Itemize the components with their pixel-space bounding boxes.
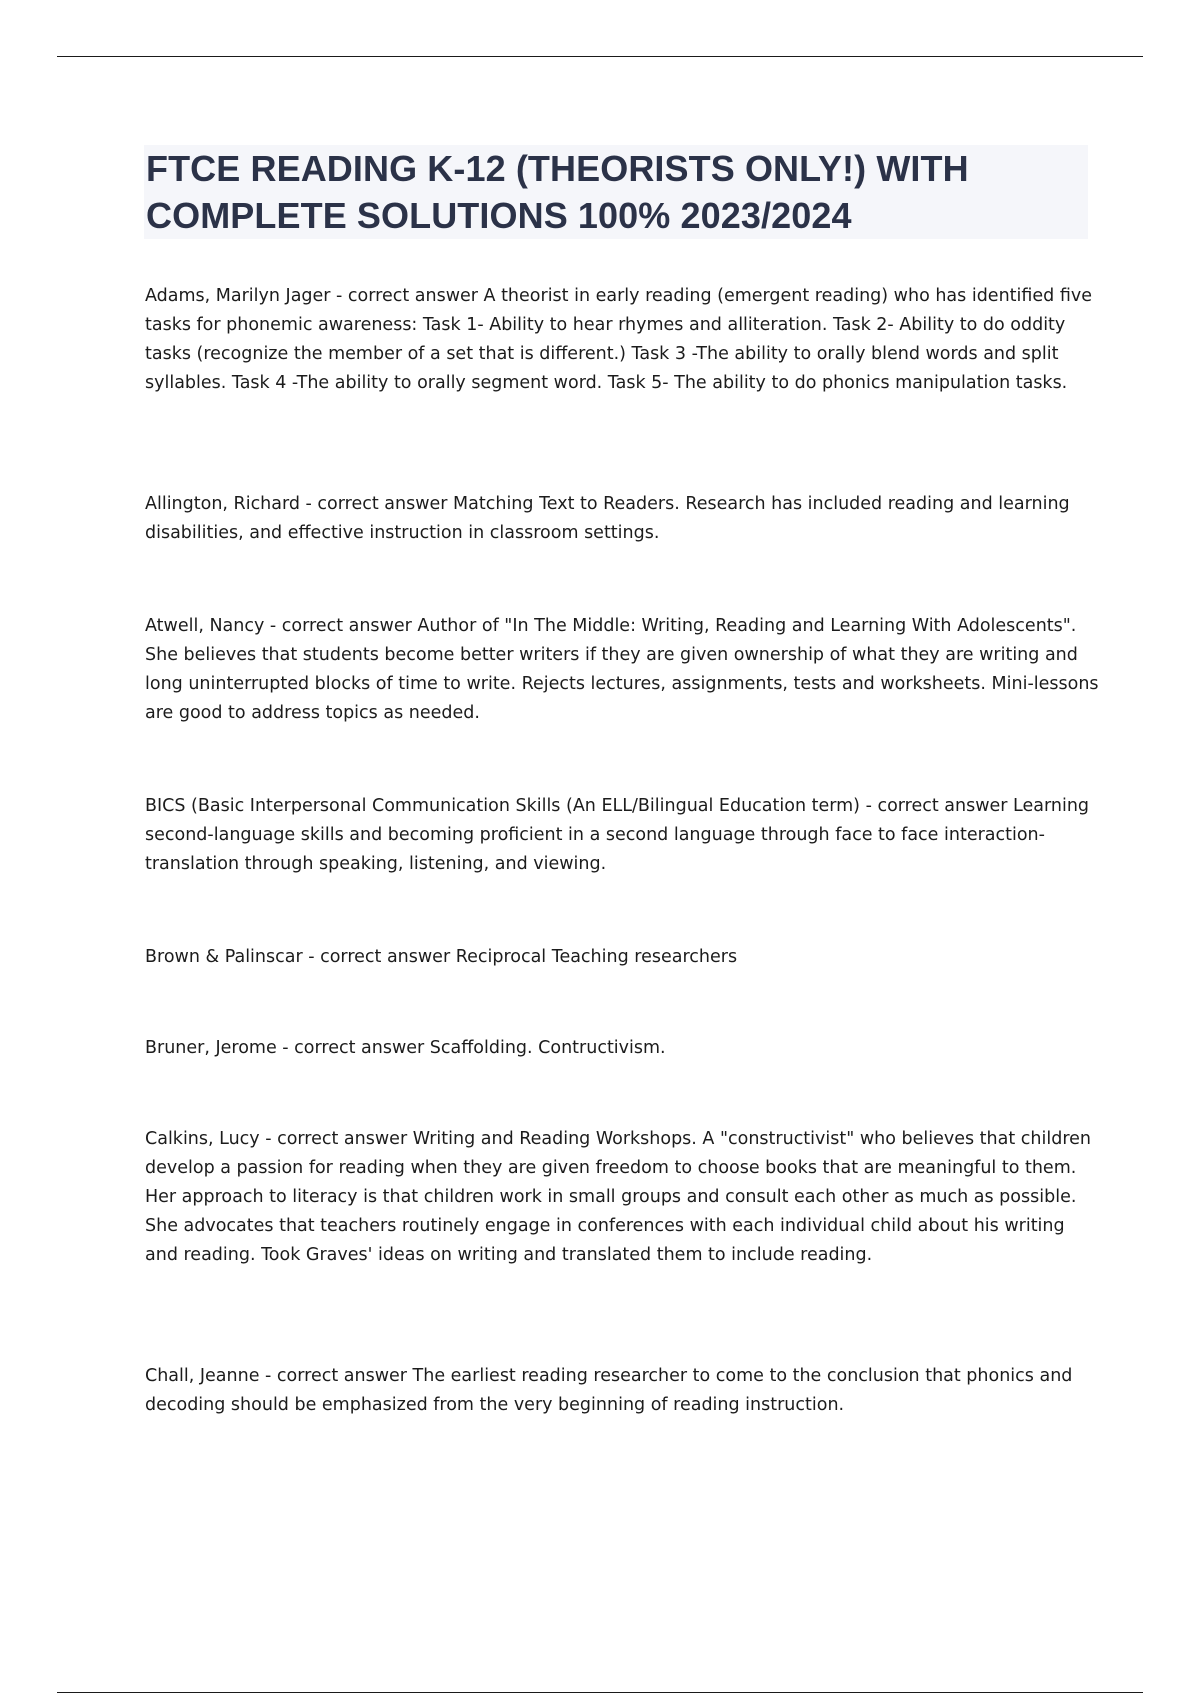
entry-atwell: Atwell, Nancy - correct answer Author of "In The Middle: Writing, Reading and Learning With Adolescents". She believes that students become better writers if they are given ownership of what they are writing and long uninterrupted blocks of time to write. Rejects lectures, assignments, tests and worksheets. Mini-lessons are good to address topics as needed.	[145, 616, 1099, 723]
title-banner	[144, 145, 1088, 239]
top-rule	[57, 56, 1143, 57]
entry-bruner: Bruner, Jerome - correct answer Scaffolding. Contructivism.	[145, 1038, 666, 1058]
entry-adams: Adams, Marilyn Jager - correct answer A theorist in early reading (emergent reading) who has identified five tasks for phonemic awareness: Task 1- Ability to hear rhymes and alliteration. Task 2- Ability to do oddity tasks (recognize the member of a set that is different.) Task 3 -The ability to orally blend words and split syllables. Task 4 -The ability to orally segment word. Task 5- The ability to do phonics manipulation tasks.	[145, 286, 1092, 393]
entry-bics: BICS (Basic Interpersonal Communication Skills (An ELL/Bilingual Education term) - correct answer Learning second-language skills and becoming proficient in a second language through face to face interaction-translation through speaking, listening, and viewing.	[145, 796, 1090, 874]
entry-brown-palinscar: Brown & Palinscar - correct answer Reciprocal Teaching researchers	[145, 947, 738, 967]
bottom-rule	[57, 1692, 1143, 1693]
entry-allington: Allington, Richard - correct answer Matching Text to Readers. Research has included reading and learning disabilities, and effective instruction in classroom settings.	[145, 494, 1070, 543]
entry-calkins: Calkins, Lucy - correct answer Writing and Reading Workshops. A "constructivist" who believes that children develop a passion for reading when they are given freedom to choose books that are meaningful to them. Her approach to literacy is that children work in small groups and consult each other as much as possible. She advocates that teachers routinely engage in conferences with each individual child about his writing and reading. Took Graves' ideas on writing and translated them to include reading.	[145, 1129, 1091, 1265]
document-title: FTCE READING K-12 (THEORISTS ONLY!) WITH COMPLETE SOLUTIONS 100% 2023/2024	[146, 148, 969, 236]
entry-chall: Chall, Jeanne - correct answer The earliest reading researcher to come to the conclusion that phonics and decoding should be emphasized from the very beginning of reading instruction.	[145, 1366, 1073, 1415]
